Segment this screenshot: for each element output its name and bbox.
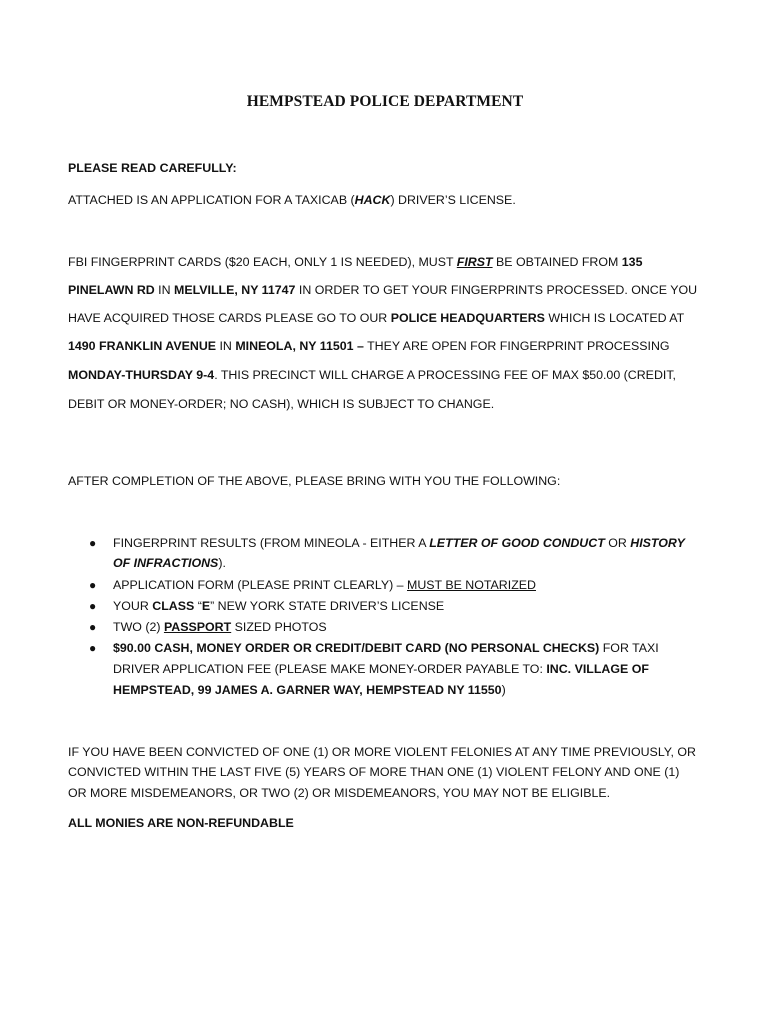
page-title: HEMPSTEAD POLICE DEPARTMENT <box>246 93 524 110</box>
felony-line-1: IF YOU HAVE BEEN CONVICTED OF ONE (1) OR MORE VIOLENT FELONIES AT ANY TIME PREVIOUSLY, OR <box>68 745 696 759</box>
first-emphasis: FIRST <box>456 255 493 269</box>
fbi-text: IN <box>216 339 236 353</box>
read-carefully-text: PLEASE READ CAREFULLY: <box>68 161 237 175</box>
bullet-text: APPLICATION FORM (PLEASE PRINT CLEARLY) – <box>113 578 408 592</box>
bullet-fingerprint-results-cont <box>113 556 226 570</box>
bullet-text: ” NEW YORK STATE DRIVER’S LICENSE <box>210 599 445 613</box>
bullet-application-form <box>113 578 536 592</box>
bullet-text: DRIVER APPLICATION FEE (PLEASE MAKE MONEY-ORDER PAYABLE TO: <box>113 662 547 676</box>
read-carefully-heading <box>68 161 237 175</box>
bullet-application-fee-cont-2 <box>113 683 506 697</box>
bullet-dot-icon: ● <box>89 599 97 613</box>
fbi-line-2 <box>68 283 697 297</box>
passport-term: PASSPORT <box>163 620 232 634</box>
processing-hours: MONDAY-THURSDAY 9-4 <box>68 368 215 382</box>
bullet-text: YOUR <box>113 599 153 613</box>
fbi-line-4 <box>68 339 670 353</box>
bullet-fingerprint-results <box>113 536 685 550</box>
bullet-text: OR <box>604 536 631 550</box>
class-term: CLASS <box>152 599 195 613</box>
history-term: HISTORY <box>630 536 685 550</box>
bullet-application-fee-cont-1 <box>113 662 649 676</box>
fbi-line-5 <box>68 368 676 382</box>
police-headquarters: POLICE HEADQUARTERS <box>390 311 545 325</box>
melville-address: MELVILLE, NY 11747 <box>174 283 296 297</box>
felony-line-3: OR MORE MISDEMEANORS, OR TWO (2) OR MISDEMEANORS, YOU MAY NOT BE ELIGIBLE. <box>68 786 611 800</box>
mineola-address: MINEOLA, NY 11501 – <box>235 339 364 353</box>
infractions-term: OF INFRACTIONS <box>113 556 219 570</box>
bullet-text: ). <box>218 556 226 570</box>
fee-amount: $90.00 CASH, MONEY ORDER OR CREDIT/DEBIT CARD (NO PERSONAL CHECKS) <box>113 641 600 655</box>
payee-address: HEMPSTEAD, 99 JAMES A. GARNER WAY, HEMPSTEAD NY 11550 <box>113 683 502 697</box>
bullet-text: FOR TAXI <box>599 641 659 655</box>
fbi-text: HAVE ACQUIRED THOSE CARDS PLEASE GO TO OUR <box>68 311 391 325</box>
bullet-text: ) <box>501 683 506 697</box>
bullet-text: SIZED PHOTOS <box>231 620 327 634</box>
non-refundable-text: ALL MONIES ARE NON-REFUNDABLE <box>68 816 294 830</box>
hack-term: HACK <box>354 193 391 207</box>
bullet-drivers-license <box>113 599 444 613</box>
payee-name: INC. VILLAGE OF <box>546 662 649 676</box>
bullet-dot-icon: ● <box>89 641 97 655</box>
bullet-text: FINGERPRINT RESULTS (FROM MINEOLA - EITHER A <box>113 536 430 550</box>
fbi-text: . THIS PRECINCT WILL CHARGE A PROCESSING FEE OF MAX $50.00 (CREDIT, <box>214 368 676 382</box>
bullet-dot-icon: ● <box>89 578 97 592</box>
class-e-term: E <box>201 599 211 613</box>
franklin-address: 1490 FRANKLIN AVENUE <box>68 339 217 353</box>
good-conduct-term: LETTER OF GOOD CONDUCT <box>429 536 605 550</box>
bullet-application-fee <box>113 641 659 655</box>
pinelawn-address: PINELAWN RD <box>68 283 155 297</box>
non-refundable-notice <box>68 816 294 830</box>
notarized-requirement: MUST BE NOTARIZED <box>407 578 536 592</box>
fbi-text: THEY ARE OPEN FOR FINGERPRINT PROCESSING <box>363 339 670 353</box>
bullet-dot-icon: ● <box>89 620 97 634</box>
fbi-text: BE OBTAINED FROM <box>492 255 622 269</box>
fbi-text: FBI FINGERPRINT CARDS ($20 EACH, ONLY 1 IS NEEDED), MUST <box>68 255 457 269</box>
attached-text-b: ) DRIVER’S LICENSE. <box>390 193 516 207</box>
fbi-text: IN ORDER TO GET YOUR FINGERPRINTS PROCESSED. ONCE YOU <box>295 283 698 297</box>
bullet-text: TWO (2) <box>113 620 164 634</box>
fbi-text: WHICH IS LOCATED AT <box>544 311 685 325</box>
bullet-dot-icon: ● <box>89 536 97 550</box>
fbi-text: IN <box>154 283 175 297</box>
attached-text-a: ATTACHED IS AN APPLICATION FOR A TAXICAB ( <box>68 193 355 207</box>
felony-line-2: CONVICTED WITHIN THE LAST FIVE (5) YEARS OF MORE THAN ONE (1) VIOLENT FELONY AND ONE (1) <box>68 765 680 779</box>
after-completion-line: AFTER COMPLETION OF THE ABOVE, PLEASE BRING WITH YOU THE FOLLOWING: <box>68 474 561 488</box>
fbi-line-3 <box>68 311 684 325</box>
attached-application-line <box>68 193 516 207</box>
fbi-line-1 <box>68 255 642 269</box>
address-number: 135 <box>621 255 643 269</box>
fbi-line-6: DEBIT OR MONEY-ORDER; NO CASH), WHICH IS SUBJECT TO CHANGE. <box>68 397 495 411</box>
bullet-text: “ <box>194 599 202 613</box>
bullet-photos <box>113 620 327 634</box>
